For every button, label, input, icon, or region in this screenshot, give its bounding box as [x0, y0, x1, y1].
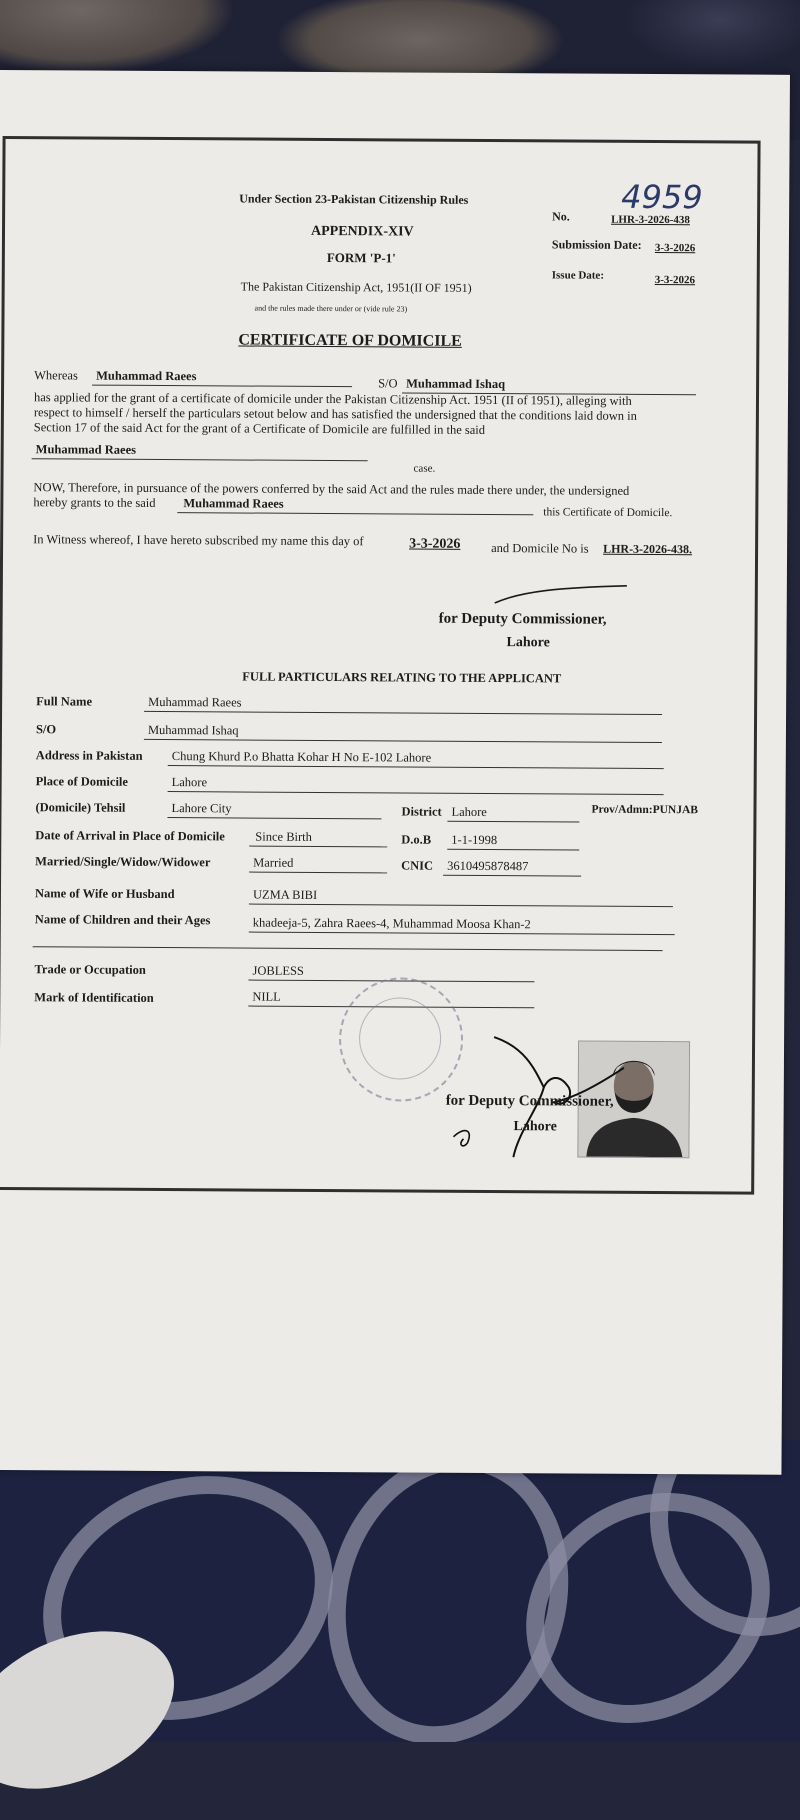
handwritten-number: 4959	[621, 177, 703, 217]
signatory-1-place: Lahore	[506, 635, 550, 651]
district: Lahore	[451, 804, 487, 819]
no-value: LHR-3-2026-438	[611, 213, 690, 227]
no-label: No.	[552, 209, 570, 224]
tehsil-label: (Domicile) Tehsil	[35, 800, 126, 815]
issue-date: 3-3-2026	[654, 274, 696, 287]
whereas-label: Whereas	[34, 368, 78, 383]
children-label: Name of Children and their Ages	[34, 912, 211, 928]
rules-line: and the rules made there under or (vide rule 23)	[254, 303, 408, 314]
trade-label: Trade or Occupation	[34, 962, 146, 977]
act-line: The Pakistan Citizenship Act, 1951(II OF 1951)	[240, 279, 472, 295]
province: Prov/Admn:PUNJAB	[591, 803, 699, 817]
mark-label: Mark of Identification	[34, 990, 154, 1005]
full-name: Muhammad Raees	[148, 694, 242, 710]
signatory-1: for Deputy Commissioner,	[438, 610, 607, 628]
domicile-no-text: and Domicile No is	[491, 541, 589, 556]
cnic-label: CNIC	[401, 858, 434, 873]
dob-label: D.o.B	[401, 832, 432, 847]
tehsil: Lahore City	[171, 801, 232, 816]
form-label: FORM 'P-1'	[326, 250, 396, 266]
signatory-2-place: Lahore	[513, 1119, 557, 1135]
marital: Married	[253, 855, 294, 870]
applicant-name: Muhammad Raees	[96, 368, 197, 384]
children: khadeeja-5, Zahra Raees-4, Muhammad Moosa Khan-2	[252, 915, 531, 932]
address-label: Address in Pakistan	[35, 748, 143, 763]
issue-label: Issue Date:	[551, 269, 605, 282]
place: Lahore	[171, 775, 208, 790]
signatory-2: for Deputy Commissioner,	[445, 1092, 614, 1110]
particulars-heading: FULL PARTICULARS RELATING TO THE APPLICANT	[242, 669, 562, 686]
case-name: Muhammad Raees	[35, 442, 137, 457]
certificate-paper	[0, 70, 790, 1475]
para1-line2: respect to himself / herself the particulars setout below and has satisfied the undersigned that the conditions laid down in	[33, 405, 637, 423]
submission-date: 3-3-2026	[654, 242, 696, 255]
witness-date: 3-3-2026	[409, 536, 461, 552]
signature-1	[491, 581, 631, 612]
case-label: case.	[413, 462, 436, 475]
para2-line1: NOW, Therefore, in pursuance of the powers conferred by the said Act and the rules made there under, the undersigned	[33, 480, 630, 498]
trade: JOBLESS	[252, 963, 304, 978]
grant-name: Muhammad Raees	[183, 496, 284, 511]
father-name: Muhammad Ishaq	[406, 376, 506, 392]
para1-line1: has applied for the grant of a certificate of domicile under the Pakistan Citizenship Act. 1951 (II of 1951), alleging with	[33, 390, 632, 408]
marital-label: Married/Single/Widow/Widower	[35, 854, 211, 870]
so-label: S/O	[378, 376, 398, 391]
domicile-no: LHR-3-2026-438.	[603, 541, 693, 557]
witness-text: In Witness whereof, I have hereto subscribed my name this day of	[33, 532, 364, 549]
submission-label: Submission Date:	[551, 237, 642, 252]
dob: 1-1-1998	[451, 832, 498, 848]
page-title: CERTIFICATE OF DOMICILE	[238, 331, 462, 350]
district-label: District	[401, 804, 442, 819]
mark: NILL	[252, 989, 281, 1004]
arrival: Since Birth	[255, 829, 312, 844]
para1-line3: Section 17 of the said Act for the grant of a Certificate of Domicile are fulfilled in the said	[33, 420, 486, 437]
arrival-label: Date of Arrival in Place of Domicile	[35, 828, 225, 844]
para2-line2: hereby grants to the said	[33, 495, 156, 510]
full-name-label: Full Name	[36, 694, 93, 709]
appendix: APPENDIX-XIV	[310, 223, 414, 240]
so-label-2: S/O	[35, 722, 57, 737]
so-value: Muhammad Ishaq	[147, 722, 239, 738]
section-line: Under Section 23-Pakistan Citizenship Rules	[239, 191, 469, 207]
place-label: Place of Domicile	[35, 774, 129, 789]
spouse-label: Name of Wife or Husband	[34, 886, 175, 902]
cnic: 3610495878487	[447, 858, 529, 874]
address: Chung Khurd P.o Bhatta Kohar H No E-102 Lahore	[171, 749, 432, 765]
grant-tail: this Certificate of Domicile.	[543, 506, 673, 520]
spouse: UZMA BIBI	[252, 887, 318, 902]
